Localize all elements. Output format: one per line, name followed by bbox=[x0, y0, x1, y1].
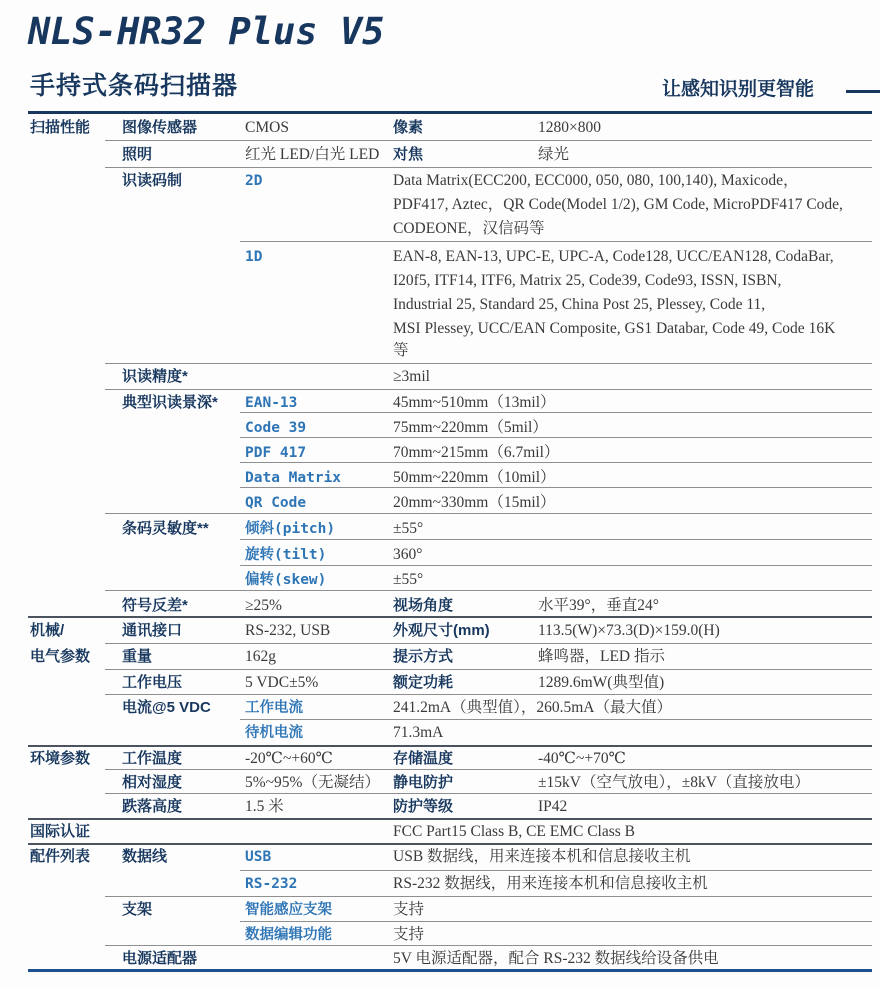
section-scan-title: 扫描性能 bbox=[30, 119, 91, 136]
divider bbox=[105, 896, 872, 897]
adapter-label: 电源适配器 bbox=[122, 950, 198, 967]
contrast-value: ≥25% bbox=[245, 597, 282, 614]
divider bbox=[105, 167, 872, 168]
power-label: 额定功耗 bbox=[393, 674, 454, 691]
divider bbox=[240, 487, 872, 488]
cable-label: 数据线 bbox=[122, 848, 168, 865]
divider bbox=[105, 513, 872, 514]
motion-row-value: 360° bbox=[393, 546, 423, 563]
dof-row-name: QR Code bbox=[245, 495, 307, 511]
dof-row-range: 45mm~510mm（13mil） bbox=[393, 394, 556, 411]
fov-value: 水平39°，垂直24° bbox=[538, 597, 659, 614]
brand-slogan: 让感知识别更智能 bbox=[662, 79, 815, 100]
divider bbox=[105, 363, 872, 364]
bottom-rule bbox=[28, 969, 872, 972]
drop-value: 1.5 米 bbox=[245, 798, 284, 815]
stand-smart-value: 支持 bbox=[393, 901, 425, 918]
current-work-value: 241.2mA（典型值），260.5mA（最大值） bbox=[393, 699, 673, 716]
section-divider bbox=[28, 745, 872, 747]
precision-label: 识读精度* bbox=[122, 368, 188, 385]
divider bbox=[105, 389, 872, 390]
fov-label: 视场角度 bbox=[393, 597, 454, 614]
divider bbox=[240, 462, 872, 463]
sensor-value: CMOS bbox=[245, 119, 289, 136]
motion-row-name: 倾斜(pitch) bbox=[245, 521, 336, 537]
dof-row-range: 70mm~215mm（6.7mil） bbox=[393, 444, 560, 461]
divider bbox=[240, 719, 872, 720]
edit-label: 数据编辑功能 bbox=[245, 927, 332, 943]
symbology-label: 识读码制 bbox=[122, 172, 183, 189]
edit-value: 支持 bbox=[393, 926, 425, 943]
storage-temp-label: 存储温度 bbox=[393, 750, 454, 767]
cable-usb-label: USB bbox=[245, 849, 272, 865]
divider bbox=[105, 945, 872, 946]
sensor-label: 图像传感器 bbox=[122, 119, 198, 136]
pixels-value: 1280×800 bbox=[538, 119, 601, 136]
motion-row-name: 偏转(skew) bbox=[245, 572, 327, 588]
pixels-label: 像素 bbox=[393, 119, 424, 136]
product-title: NLS-HR32 Plus V5 bbox=[28, 10, 385, 53]
focus-value: 绿光 bbox=[538, 146, 570, 163]
symbology-2d-line: CODEONE，汉信码等 bbox=[393, 220, 545, 237]
symbology-2d-line: PDF417, Aztec，QR Code(Model 1/2), GM Code, MicroPDF417 Code, bbox=[393, 196, 843, 213]
divider bbox=[240, 241, 872, 242]
motion-row-value: ±55° bbox=[393, 520, 424, 537]
illumination-value: 红光 LED/白光 LED bbox=[245, 146, 380, 163]
section-divider bbox=[28, 818, 872, 820]
symbology-1d-line: EAN-8, EAN-13, UPC-E, UPC-A, Code128, UCC/EAN128, CodaBar, bbox=[393, 248, 834, 265]
section-acc-title: 配件列表 bbox=[30, 848, 91, 865]
divider bbox=[105, 669, 872, 670]
illumination-label: 照明 bbox=[122, 146, 153, 163]
divider bbox=[105, 793, 872, 794]
symbology-1d-line: I20f5, ITF14, ITF6, Matrix 25, Code39, Code93, ISSN, ISBN, bbox=[393, 272, 782, 289]
notify-value: 蜂鸣器，LED 指示 bbox=[538, 648, 666, 665]
symbology-1d-line: 等 bbox=[393, 342, 409, 359]
interface-label: 通讯接口 bbox=[122, 622, 183, 639]
divider bbox=[240, 870, 872, 871]
divider bbox=[105, 590, 872, 591]
divider bbox=[105, 140, 872, 141]
precision-value: ≥3mil bbox=[393, 368, 430, 385]
current-standby-value: 71.3mA bbox=[393, 724, 444, 741]
slogan-dash bbox=[846, 90, 880, 93]
op-temp-value: -20℃~+60℃ bbox=[245, 750, 333, 767]
ip-value: IP42 bbox=[538, 798, 568, 815]
dof-row-name: EAN-13 bbox=[245, 395, 298, 411]
symbology-1d-line: MSI Plessey, UCC/EAN Composite, GS1 Databar, Code 49, Code 16K bbox=[393, 320, 836, 337]
divider bbox=[240, 412, 872, 413]
dof-row-range: 50mm~220mm（10mil） bbox=[393, 469, 556, 486]
motion-label: 条码灵敏度** bbox=[122, 520, 209, 537]
dof-row-range: 20mm~330mm（15mil） bbox=[393, 494, 556, 511]
divider bbox=[240, 437, 872, 438]
divider bbox=[105, 643, 872, 644]
symbology-1d-label: 1D bbox=[245, 249, 263, 265]
section-cert-title: 国际认证 bbox=[30, 823, 91, 840]
storage-temp-value: -40℃~+70℃ bbox=[538, 750, 626, 767]
section-env-title: 环境参数 bbox=[30, 750, 91, 767]
stand-label: 支架 bbox=[122, 901, 153, 918]
cert-value: FCC Part15 Class B, CE EMC Class B bbox=[393, 823, 636, 840]
cable-rs232-label: RS-232 bbox=[245, 876, 298, 892]
ip-label: 防护等级 bbox=[393, 798, 454, 815]
symbology-2d-line: Data Matrix(ECC200, ECC000, 050, 080, 100,140), Maxicode， bbox=[393, 172, 799, 189]
symbology-2d-label: 2D bbox=[245, 173, 263, 189]
stand-smart-label: 智能感应支架 bbox=[245, 902, 332, 918]
contrast-label: 符号反差* bbox=[122, 597, 188, 614]
notify-label: 提示方式 bbox=[393, 648, 454, 665]
section-mech-title-1: 机械/ bbox=[30, 622, 65, 639]
cable-rs232-value: RS-232 数据线，用来连接本机和信息接收主机 bbox=[393, 875, 708, 892]
symbology-1d-line: Industrial 25, Standard 25, China Post 25, Plessey, Code 11, bbox=[393, 296, 766, 313]
dof-row-name: Data Matrix bbox=[245, 470, 342, 486]
divider bbox=[240, 565, 872, 566]
section-mech-title-2: 电气参数 bbox=[30, 648, 91, 665]
dof-row-range: 75mm~220mm（5mil） bbox=[393, 419, 548, 436]
op-temp-label: 工作温度 bbox=[122, 750, 183, 767]
focus-label: 对焦 bbox=[393, 146, 424, 163]
power-value: 1289.6mW(典型值) bbox=[538, 674, 665, 691]
current-label: 电流@5 VDC bbox=[122, 699, 211, 716]
divider bbox=[240, 921, 872, 922]
divider bbox=[240, 539, 872, 540]
humidity-value: 5%~95%（无凝结） bbox=[245, 774, 380, 791]
esd-label: 静电防护 bbox=[393, 774, 454, 791]
interface-value: RS-232, USB bbox=[245, 622, 331, 639]
divider bbox=[105, 694, 872, 695]
cable-usb-value: USB 数据线，用来连接本机和信息接收主机 bbox=[393, 848, 691, 865]
motion-row-value: ±55° bbox=[393, 571, 424, 588]
voltage-label: 工作电压 bbox=[122, 674, 183, 691]
weight-value: 162g bbox=[245, 648, 276, 665]
header-rule bbox=[28, 111, 872, 114]
weight-label: 重量 bbox=[122, 648, 153, 665]
dof-label: 典型识读景深* bbox=[122, 394, 218, 411]
dof-row-name: Code 39 bbox=[245, 420, 307, 436]
motion-row-name: 旋转(tilt) bbox=[245, 547, 327, 563]
dimensions-value: 113.5(W)×73.3(D)×159.0(H) bbox=[538, 622, 720, 639]
current-work-label: 工作电流 bbox=[245, 700, 303, 716]
drop-label: 跌落高度 bbox=[122, 798, 183, 815]
section-divider bbox=[28, 616, 872, 618]
divider bbox=[105, 769, 872, 770]
humidity-label: 相对湿度 bbox=[122, 774, 183, 791]
adapter-value: 5V 电源适配器，配合 RS-232 数据线给设备供电 bbox=[393, 950, 719, 967]
current-standby-label: 待机电流 bbox=[245, 725, 303, 741]
esd-value: ±15kV（空气放电），±8kV（直接放电） bbox=[538, 774, 810, 791]
voltage-value: 5 VDC±5% bbox=[245, 674, 319, 691]
section-divider bbox=[28, 843, 872, 845]
page-subtitle: 手持式条码扫描器 bbox=[30, 72, 239, 100]
dimensions-label: 外观尺寸(mm) bbox=[393, 622, 490, 639]
dof-row-name: PDF 417 bbox=[245, 445, 307, 461]
